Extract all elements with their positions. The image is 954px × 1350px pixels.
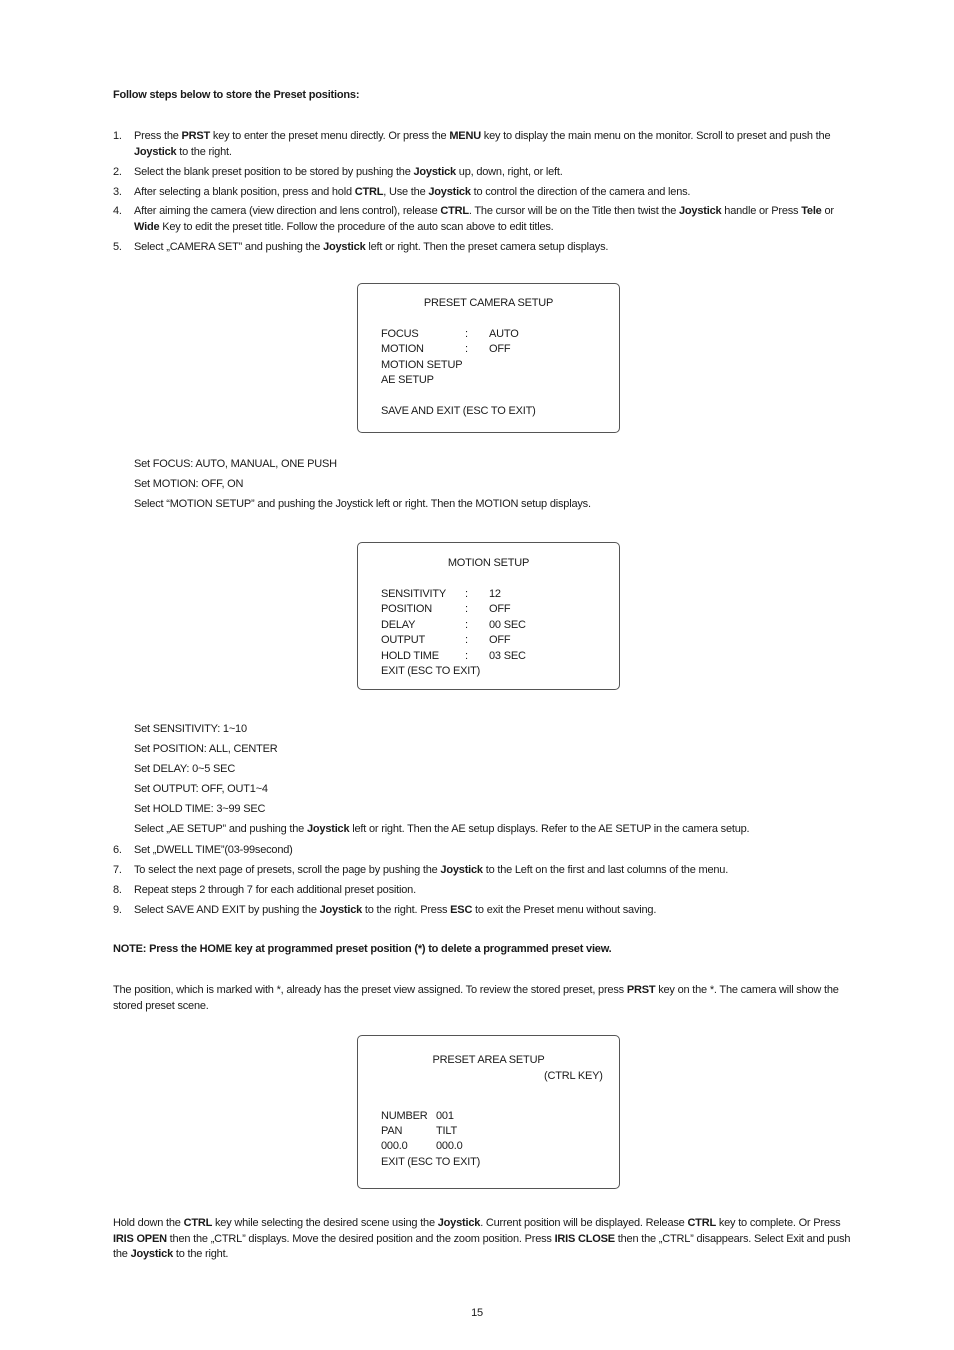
menu-value: 00 SEC [489,618,526,631]
text-run: or [821,205,834,217]
list-text [134,240,853,256]
bold-text: Joystick [134,145,177,158]
bold-text: Joystick [413,166,456,178]
text-run: to exit the Preset menu without saving. [472,904,657,916]
list-text [134,185,853,201]
text-run: Select „AE SETUP” and pushing the [134,823,307,835]
text-run: key while selecting the desired scene using the [212,1217,438,1229]
area-setup-footer: EXIT (ESC TO EXIT) [381,1156,481,1168]
text-run: Repeat steps 2 through 7 for each additional preset position. [134,884,416,896]
setting-line: Set HOLD TIME: 3~99 SEC [134,803,266,815]
menu-label: SENSITIVITY [381,588,447,600]
bold-text: ESC [450,904,473,916]
camera-setup-title: PRESET CAMERA SETUP [423,297,554,309]
menu-value: OFF [489,343,511,356]
menu-label: OUTPUT [381,634,426,647]
text-run: to the right. [176,145,232,158]
text-run: . The cursor will be on the Title then twist the [468,205,679,217]
menu-value: OFF [489,603,511,616]
list-number: 8. [113,884,122,896]
list-text [134,204,853,235]
list-number: 9. [113,904,122,916]
text-run: , Use the [383,186,429,198]
bold-text: CTRL [354,186,384,198]
section-heading: Follow steps below to store the Preset positions: [113,89,360,101]
bold-text: Joystick [440,864,483,876]
bold-text: CTRL [183,1217,213,1229]
page-number: 15 [471,1307,483,1319]
pan-value: 000.0 [381,1140,408,1152]
text-run: Select SAVE AND EXIT by pushing the [134,904,320,916]
bold-text: PRST [626,984,656,996]
bold-text: Joystick [130,1248,173,1260]
bold-text: Joystick [319,904,363,916]
motion-setup-footer: EXIT (ESC TO EXIT) [381,665,481,677]
text-run: . Current position will be displayed. Release [480,1217,688,1229]
menu-value: OFF [489,634,511,647]
number-value: 001 [436,1110,454,1122]
list-number: 7. [113,864,122,876]
menu-label: MOTION SETUP [381,358,463,371]
text-run: to the right. [173,1248,229,1260]
bold-text: CTRL [440,205,469,217]
text-run: key on the *. The camera will show the stored preset scene. [113,984,839,1012]
pan-label: PAN [381,1125,403,1137]
list-text [134,863,853,879]
bold-text: IRIS OPEN [113,1232,167,1245]
menu-label: FOCUS [381,328,419,340]
list-text [134,129,853,160]
text-run: Hold down the [113,1217,184,1229]
list-text [134,843,853,859]
setting-line: Select “MOTION SETUP” and pushing the Joystick left or right. Then the MOTION setup displays. [134,498,591,510]
text-run: left or right. Then the AE setup displays. Refer to the AE SETUP in the camera setup. [349,823,750,835]
setting-line: Set SENSITIVITY: 1~10 [134,723,247,735]
ae-setup-note [134,823,749,835]
setting-line: Set POSITION: ALL, CENTER [134,743,278,755]
text-run: handle or Press [721,205,802,217]
list-number: 1. [113,130,122,142]
menu-label: POSITION [381,603,432,616]
bold-text: Joystick [306,823,350,835]
bold-text: Joystick [437,1217,481,1229]
final-paragraph [113,1216,855,1263]
bold-text: Tele [801,205,822,217]
text-run: left or right. Then the preset camera setup displays. [365,241,609,253]
text-run: up, down, right, or left. [455,166,563,178]
menu-label: DELAY [381,618,416,631]
text-run: Key to edit the preset title. Follow the procedure of the auto scan above to edit titles. [159,220,554,233]
motion-setup-menu [357,542,620,690]
text-run: to the Left on the first and last columns of the menu. [482,864,729,876]
menu-sep: : [465,618,468,631]
review-paragraph [113,983,855,1014]
note: NOTE: Press the HOME key at programmed preset position (*) to delete a programmed preset view. [113,943,612,955]
motion-setup-title: MOTION SETUP [447,557,530,569]
list-number: 6. [113,844,122,856]
number-label: NUMBER [381,1110,428,1122]
list-number: 3. [113,186,122,198]
menu-sep: : [465,649,468,662]
bold-text: MENU [449,130,481,142]
list-text [134,883,853,899]
setting-line: Set OUTPUT: OFF, OUT1~4 [134,783,268,795]
text-run: After selecting a blank position, press and hold [134,186,355,198]
menu-sep: : [465,603,468,616]
list-text [134,165,853,181]
setting-line: Set MOTION: OFF, ON [134,478,244,490]
menu-sep: : [465,588,468,600]
area-setup-menu [357,1035,620,1189]
text-run: then the „CTRL” displays. Move the desired position and the zoom position. Press [166,1232,555,1245]
text-run: To select the next page of presets, scroll the page by pushing the [134,864,441,876]
area-setup-title: PRESET AREA SETUP [432,1054,545,1066]
list-number: 5. [113,241,122,253]
list-number: 2. [113,166,122,178]
list-number: 4. [113,205,122,217]
text-run: key to display the main menu on the monitor. Scroll to preset and push the [480,130,831,142]
text-run: to control the direction of the camera and lens. [470,186,691,198]
bold-text: Joystick [679,205,722,217]
bold-text: Joystick [323,241,366,253]
menu-value: AUTO [489,328,519,340]
text-run: Select „CAMERA SET” and pushing the [134,241,324,253]
bold-text: Joystick [428,186,471,198]
menu-label: HOLD TIME [381,649,439,662]
tilt-label: TILT [436,1125,457,1137]
bold-text: PRST [181,130,211,142]
menu-value: 12 [489,588,501,600]
bold-text: IRIS CLOSE [554,1232,615,1245]
area-setup-subtitle: (CTRL KEY) [544,1070,603,1082]
text-run: The position, which is marked with *, already has the preset view assigned. To review the stored preset, press [113,984,627,996]
setting-line: Set DELAY: 0~5 SEC [134,763,236,775]
text-run: to the right. Press [362,904,451,916]
list-text [134,903,853,919]
text-run: Press the [134,130,182,142]
text-run: key to complete. Or Press [715,1217,841,1229]
camera-setup-footer: SAVE AND EXIT (ESC TO EXIT) [381,405,536,417]
menu-label: MOTION [381,343,424,356]
bold-text: CTRL [687,1217,716,1229]
menu-sep: : [465,328,468,340]
tilt-value: 000.0 [436,1140,463,1152]
menu-label: AE SETUP [381,374,434,387]
camera-setup-menu [357,283,620,433]
text-run: Set „DWELL TIME”(03-99second) [134,844,293,856]
bold-text: Wide [134,220,160,233]
setting-line: Set FOCUS: AUTO, MANUAL, ONE PUSH [134,458,337,470]
text-run: After aiming the camera (view direction and lens control), release [134,205,441,217]
menu-sep: : [465,343,468,356]
text-run: Select the blank preset position to be stored by pushing the [134,166,414,178]
menu-sep: : [465,634,468,647]
text-run: then the „CTRL” disappears. Select Exit and push the [113,1232,851,1260]
menu-value: 03 SEC [489,649,526,662]
text-run: key to enter the preset menu directly. Or press the [210,130,450,142]
